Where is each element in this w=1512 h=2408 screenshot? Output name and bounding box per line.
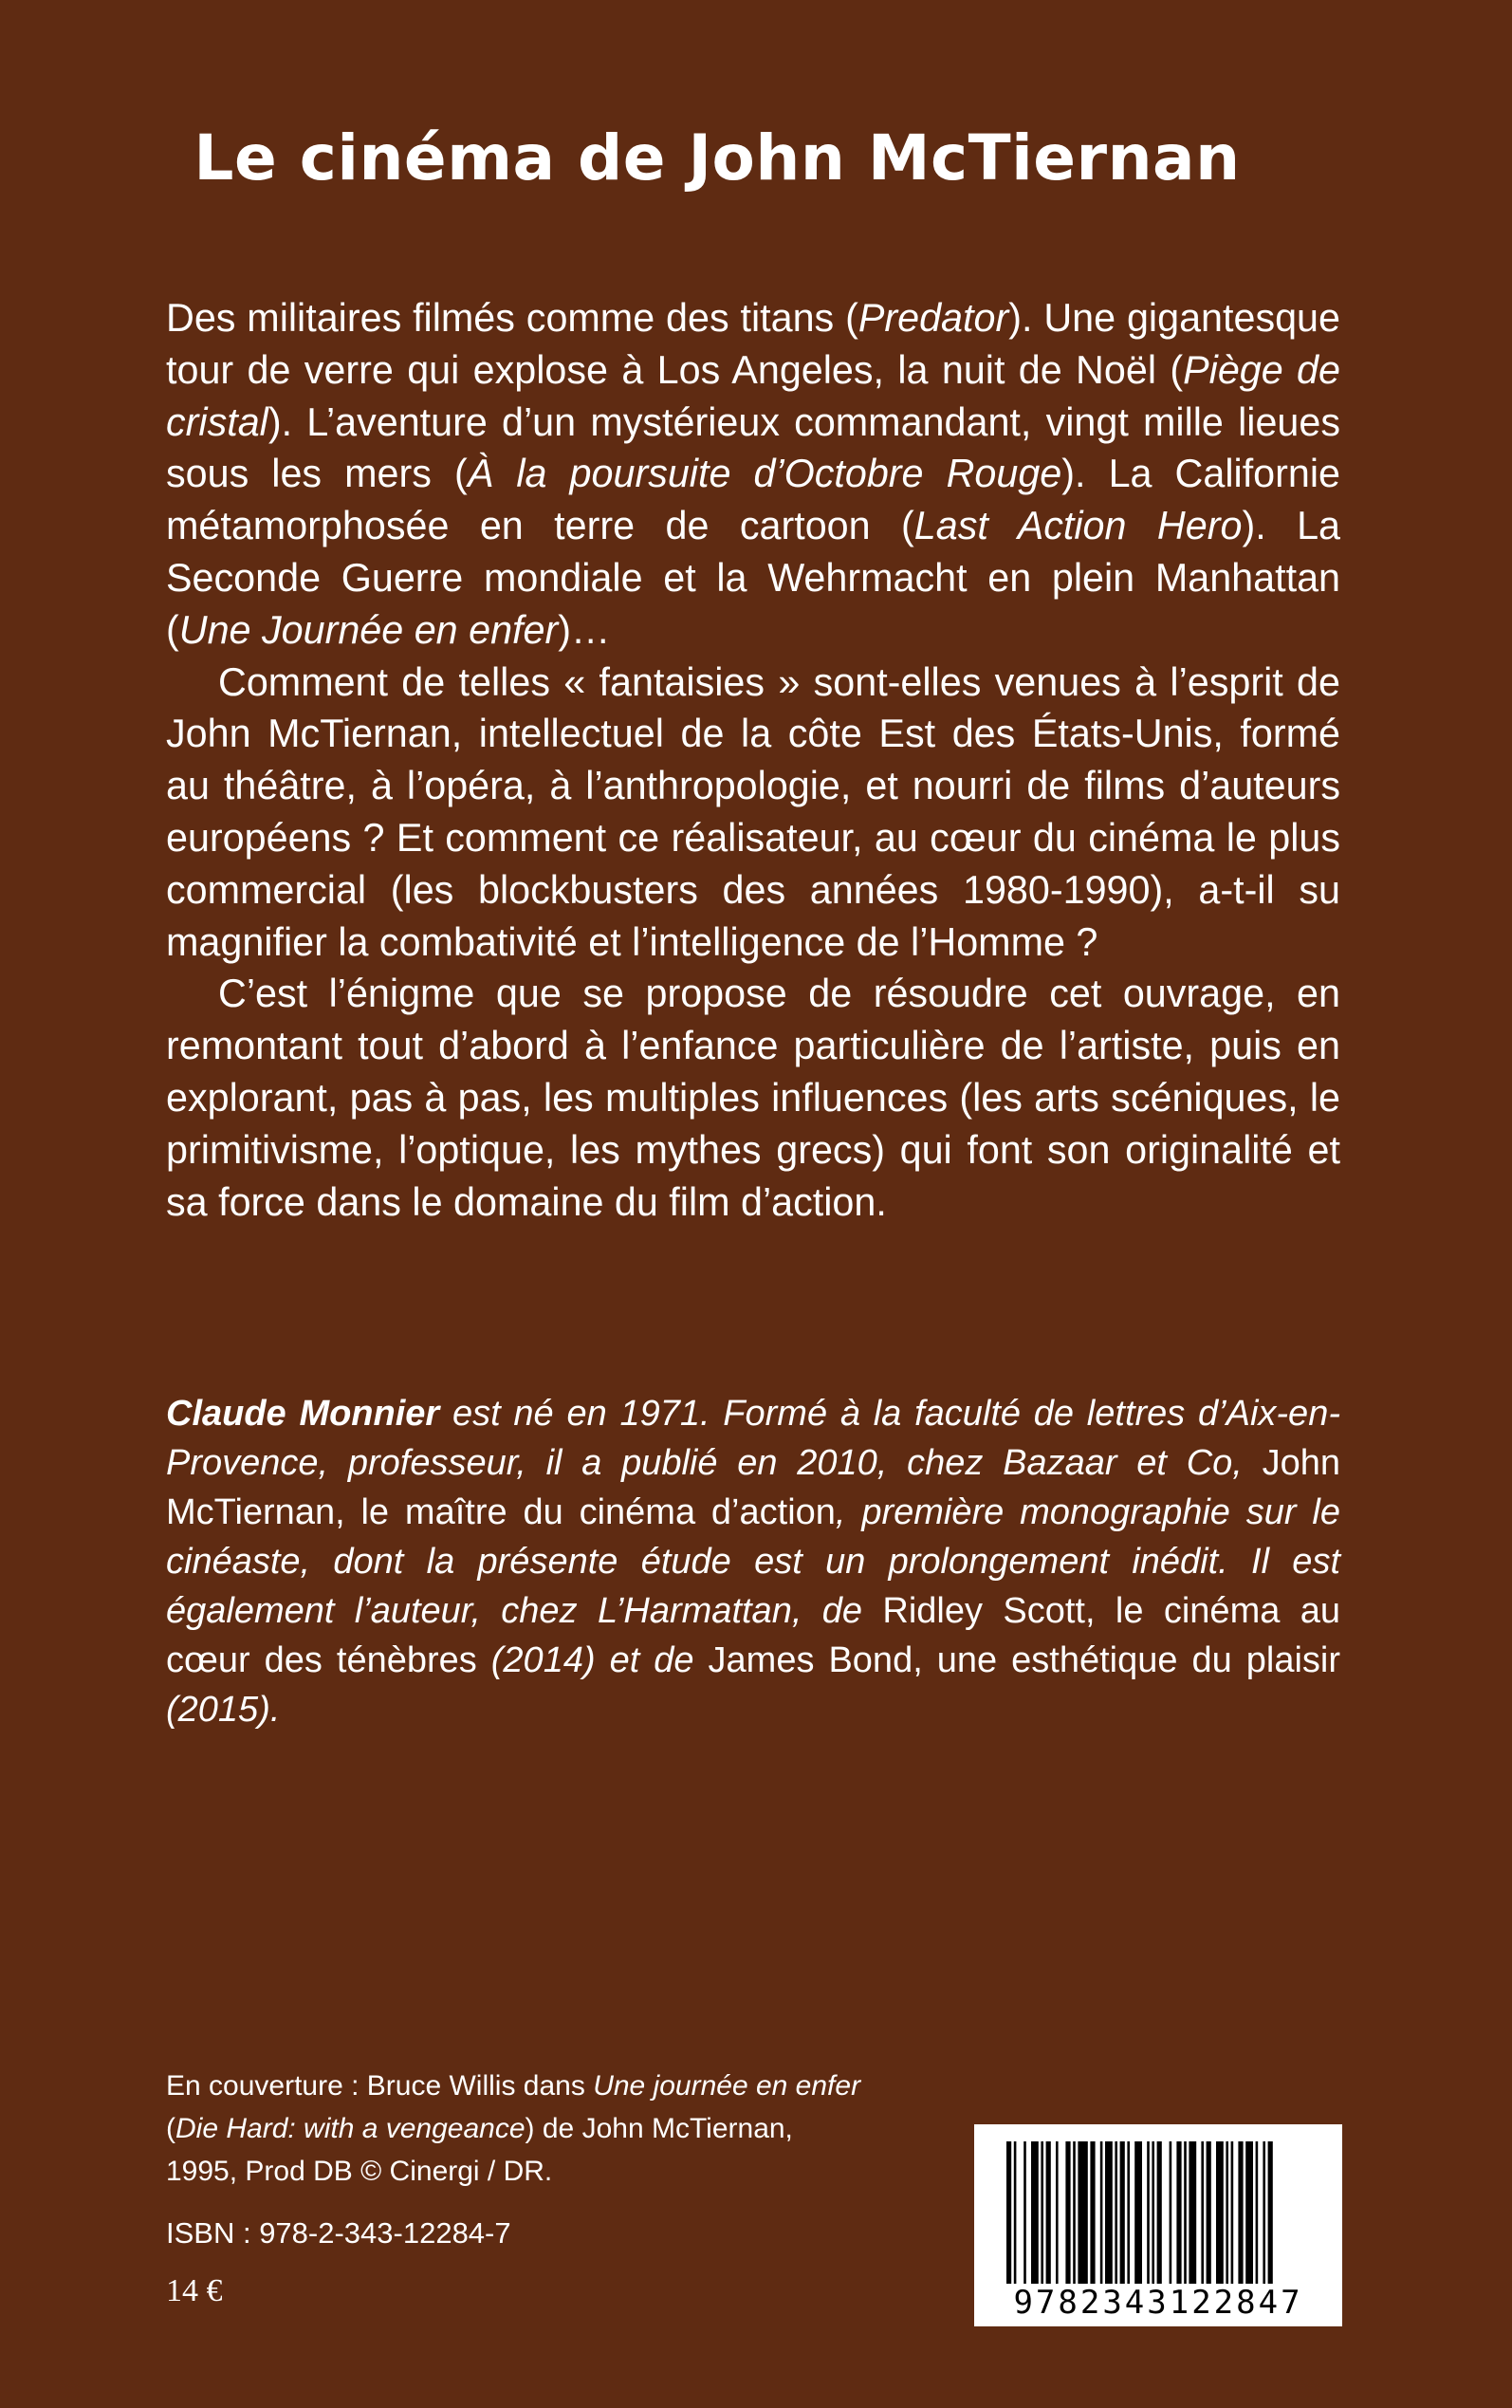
barcode-bar [1176, 2141, 1181, 2284]
barcode-bar [1263, 2141, 1265, 2284]
cover-credit: En couverture : Bruce Willis dans Une journée en enfer (Die Hard: with a vengeance) de John McTiernan, 1995, Prod DB © Cinergi / DR. [166, 2070, 861, 2187]
barcode-bar [1216, 2141, 1224, 2284]
book-blurb [166, 292, 1340, 1228]
barcode-bar [1065, 2141, 1070, 2284]
isbn: ISBN : 978-2-343-12284-7 [166, 2216, 511, 2250]
barcode-bar [1014, 2141, 1017, 2284]
book-title-ref: James Bond, une esthétique du plaisir [708, 1640, 1340, 1680]
blurb-paragraph-2: Comment de telles « fantaisies » sont-elles venues à l’esprit de John McTiernan, intellectuel de la côte Est des États-Unis, formé au théâtre, à l’opéra, à l’anthropologie, et nourri de films d’auteurs européens ? Et comment ce réalisateur, au cœur du cinéma le plus commercial (les blockbusters des années 1980-1990), a-t-il su magnifier la combativité et l’intelligence de l’Homme ? [166, 659, 1340, 964]
barcode-bar [1090, 2141, 1095, 2284]
barcode-bar [1152, 2141, 1154, 2284]
barcode-bar [1100, 2141, 1103, 2284]
barcode-bar [1041, 2141, 1043, 2284]
book-title-ref: Ridley Scott, le cinéma au cœur des ténèbres [166, 1591, 1340, 1680]
barcode-bar [1189, 2141, 1196, 2284]
barcode-bar [1105, 2141, 1113, 2284]
barcode [974, 2124, 1342, 2326]
barcode-bar [1256, 2141, 1259, 2284]
film-title: À la poursuite d’Octobre Rouge [467, 452, 1062, 496]
barcode-bar [1127, 2141, 1130, 2284]
film-title: Piège de cristal [166, 347, 1340, 444]
barcode-bar [1184, 2141, 1187, 2284]
barcode-bar [1046, 2141, 1051, 2284]
barcode-bar [1115, 2141, 1117, 2284]
barcode-bar [1078, 2141, 1087, 2284]
book-title-ref: John McTiernan, le maître du cinéma d’action [166, 1443, 1340, 1532]
barcode-bar [1226, 2141, 1228, 2284]
barcode-bar [1170, 2141, 1172, 2284]
film-title: Predator [857, 296, 1009, 340]
barcode-bar [1147, 2141, 1150, 2284]
film-title: Une Journée en enfer [178, 607, 559, 652]
barcode-bar [1023, 2141, 1026, 2284]
author-name: Claude Monnier [166, 1394, 440, 1434]
blurb-paragraph-1: Des militaires filmés comme des titans (Predator). Une gigantesque tour de verre qui explose à Los Angeles, la nuit de Noël (Piège de cristal). L’aventure d’un mystérieux commandant, vingt mille lieues sous les mers (À la poursuite d’Octobre Rouge). La Californie métamorphosée en terre de cartoon (Last Action Hero). La Seconde Guerre mondiale et la Wehrmacht en plein Manhattan (Une Journée en enfer)… [166, 296, 1341, 652]
barcode-bar [1245, 2141, 1253, 2284]
barcode-bar [1031, 2141, 1039, 2284]
barcode-bar [1120, 2141, 1125, 2284]
barcode-bar [1157, 2141, 1162, 2284]
barcode-bar [1056, 2141, 1059, 2284]
blurb-paragraph-3: C’est l’énigme que se propose de résoudre cet ouvrage, en remontant tout d’abord à l’enfance particulière de l’artiste, puis en explorant, pas à pas, les multiples influences (les arts scéniques, le primitivisme, l’optique, les mythes grecs) qui font son originalité et sa force dans le domaine du film d’action. [166, 972, 1340, 1224]
barcode-bar [1073, 2141, 1076, 2284]
book-title: Le cinéma de John McTiernan [194, 121, 1241, 194]
barcode-bars [993, 2141, 1323, 2284]
barcode-bar [1268, 2141, 1273, 2284]
barcode-bar [1201, 2141, 1204, 2284]
barcode-bar [1134, 2141, 1142, 2284]
barcode-bar [1231, 2141, 1234, 2284]
price: 14 € [166, 2273, 223, 2308]
film-title: Last Action Hero [913, 504, 1243, 548]
barcode-bar [1006, 2141, 1011, 2284]
barcode-bar [1207, 2141, 1211, 2284]
barcode-bar [1238, 2141, 1243, 2284]
barcode-digits: 9782343122847 [1013, 2284, 1303, 2322]
author-bio: Claude Monnier est né en 1971. Formé à la faculté de lettres d’Aix-en-Provence, professeur, il a publié en 2010, chez Bazaar et Co, John McTiernan, le maître du cinéma d’action, première monographie sur le cinéaste, dont la présente étude est un prolongement inédit. Il est également l’auteur, chez L’Harmattan, de Ridley Scott, le cinéma au cœur des ténèbres (2014) et de James Bond, une esthétique du plaisir (2015). [166, 1394, 1340, 1730]
